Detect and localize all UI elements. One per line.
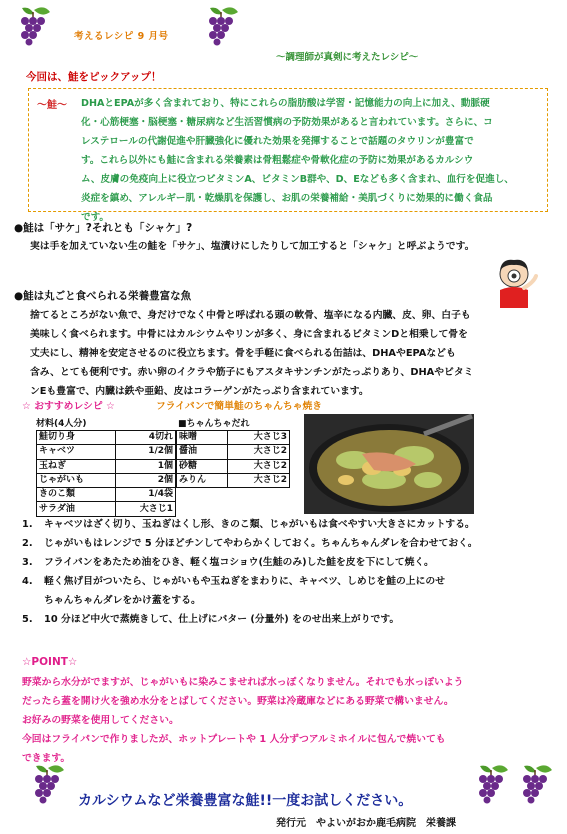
ingredient-qty: 2個	[115, 473, 175, 487]
ingredient-name: 鮭切り身	[37, 431, 116, 445]
step-text: フライパンをあたため油をひき、軽く塩コショウ(生鮭のみ)した鮭を皮を下にして焼く。	[44, 557, 434, 568]
text-line: 含み、とても便利です。赤い卵のイクラや筋子にもアスタキサンチンがたっぷりあり、DHAやビタミ	[30, 367, 474, 378]
step-text-continued: ちゃんちゃんダレをかけ蓋をする。	[44, 595, 201, 606]
step-number: 4.	[22, 576, 33, 587]
ingredient-name: じゃがいも	[37, 473, 116, 487]
text-line: 丈夫にし、精神を安定させるのに役立ちます。骨を手軽に食べられる缶詰は、DHAやEPAなども	[30, 348, 456, 359]
step-text: キャベツはざく切り、玉ねぎはくし形、きのこ類、じゃがいもは食べやすい大きさにカットする。	[44, 519, 475, 530]
info-line: 炎症を鎮め、アレルギー肌・乾燥肌を保護し、お肌の栄養補給・美肌づくりに効果的に働く食品	[81, 193, 493, 204]
recipe-label: ☆ おすすめレシピ ☆	[22, 401, 115, 412]
point-line: だったら蓋を開け火を強め水分をとばしてください。野菜は冷蔵庫などにある野菜で構いません。	[22, 696, 454, 707]
chef-mascot-icon	[488, 256, 540, 312]
point-line: 野菜から水分がでますが、じゃがいもに染みこませれば水っぽくなりません。それでも水っぽいよう	[22, 677, 464, 688]
sauce-name: 醤油	[177, 445, 228, 459]
ingredient-name: キャベツ	[37, 445, 116, 459]
section-text-sake-shake: 実は手を加えていない生の鮭を「サケ」、塩漬けにしたりして加工すると「シャケ」と呼ぶようです。	[30, 241, 475, 252]
step-number: 2.	[22, 538, 33, 549]
salmon-info-box	[28, 88, 548, 223]
pickup-heading: 今回は、鮭をピックアップ！	[26, 71, 162, 83]
recipe-step	[22, 610, 552, 629]
point-line: 今回はフライパンで作りましたが、ホットプレートや 1 人分ずつアルミホイルに包んで焼いても	[22, 734, 446, 745]
table-row	[37, 445, 176, 459]
ingredient-qty: 大さじ1	[115, 502, 175, 516]
recipe-step	[22, 572, 552, 610]
recipe-step	[22, 515, 552, 534]
info-line: 化・心筋梗塞・脳梗塞・糖尿病など生活習慣病の予防効果があると言われています。さらに、コ	[81, 117, 493, 128]
table-row	[177, 431, 290, 445]
info-line: レステロールの代謝促進や肝臓強化に優れた効果を発揮することで話題のタウリンが豊富で	[81, 136, 474, 147]
step-number: 5.	[22, 614, 33, 625]
table-row	[177, 459, 290, 473]
publisher-footer: 発行元 やよいがおか鹿毛病院 栄養課	[276, 818, 456, 829]
table-row	[37, 488, 176, 502]
sauce-qty: 大さじ2	[228, 473, 290, 487]
ingredient-name: きのこ類	[37, 488, 116, 502]
point-line: できます。	[22, 753, 71, 764]
step-number: 3.	[22, 557, 33, 568]
step-text: 10 分ほど中火で蒸焼きして、仕上げにバター (分量外) をのせ出来上がりです。	[44, 614, 400, 625]
ingredient-name: 玉ねぎ	[37, 459, 116, 473]
table-row	[37, 473, 176, 487]
grape-icon	[466, 762, 516, 806]
step-text: 軽く焦げ目がついたら、じゃがいもや玉ねぎをまわりに、キャベツ、しめじを鮭の上にのせ	[44, 576, 445, 587]
info-label: ～鮭～	[37, 100, 67, 111]
sauce-table	[176, 430, 290, 488]
table-row	[177, 445, 290, 459]
recipe-steps	[22, 515, 552, 629]
recipe-step	[22, 534, 552, 553]
table-row	[177, 473, 290, 487]
info-line: です。	[81, 212, 110, 223]
grape-icon	[22, 762, 72, 806]
sauce-name: 味噌	[177, 431, 228, 445]
sauce-name: 砂糖	[177, 459, 228, 473]
dish-photo	[304, 414, 474, 514]
ingredient-qty: 4切れ	[115, 431, 175, 445]
ingredient-qty: 1/4袋	[115, 488, 175, 502]
point-heading: ☆POINT☆	[22, 656, 78, 668]
ingredients-table	[36, 430, 176, 517]
newsletter-subtitle: ～調理師が真剣に考えたレシピ～	[276, 52, 419, 63]
section-text-whole-fish	[30, 306, 560, 401]
info-line: DHAとEPAが多く含まれており、特にこれらの脂肪酸は学習・記憶能力の向上に加え、動脈硬	[81, 98, 490, 109]
table-row	[37, 459, 176, 473]
closing-message: カルシウムなど栄養豊富な鮭!!一度お試しください。	[78, 793, 413, 809]
info-line: す。これら以外にも鮭に含まれる栄養素は骨粗鬆症や骨軟化症の予防に効果があるカルシウ	[81, 155, 474, 166]
sauce-qty: 大さじ2	[228, 459, 290, 473]
sauce-name: みりん	[177, 473, 228, 487]
ingredient-qty: 1/2個	[115, 445, 175, 459]
newsletter-title: 考えるレシピ 9 月号	[74, 31, 169, 42]
info-line: ム、皮膚の免疫向上に役立つビタミンA、ビタミンB群や、D、Eなども多く含まれ、血行を促進し、	[81, 174, 514, 185]
section-heading-whole-fish: ●鮭は丸ごと食べられる栄養豊富な魚	[14, 290, 192, 302]
info-text	[81, 94, 539, 227]
text-line: ンEも豊富で、内臓は鉄や亜鉛、皮はコラーゲンがたっぷり含まれています。	[30, 386, 369, 397]
text-line: 捨てるところがない魚で、身だけでなく中骨と呼ばれる頭の軟骨、塩辛になる内臓、皮、卵、白子も	[30, 310, 471, 321]
recipe-title: フライパンで簡単鮭のちゃんちゃ焼き	[156, 401, 323, 412]
ingredient-name: サラダ油	[37, 502, 116, 516]
ingredient-qty: 1個	[115, 459, 175, 473]
grape-icon	[510, 762, 560, 806]
section-heading-sake-shake: ●鮭は「サケ」?それとも「シャケ」?	[14, 222, 193, 234]
sauce-qty: 大さじ3	[228, 431, 290, 445]
ingredients-title: 材料(4人分)	[36, 419, 87, 429]
sauce-qty: 大さじ2	[228, 445, 290, 459]
table-row	[37, 431, 176, 445]
sauce-title: ■ちゃんちゃだれ	[178, 419, 250, 429]
grape-icon	[196, 4, 246, 48]
recipe-step	[22, 553, 552, 572]
step-number: 1.	[22, 519, 33, 530]
text-line: 美味しく食べられます。中骨にはカルシウムやリンが多く、身に含まれるビタミンDと相乗して骨を	[30, 329, 468, 340]
point-line: お好みの野菜を使用してください。	[22, 715, 179, 726]
grape-icon	[8, 4, 58, 48]
point-text	[22, 673, 552, 768]
step-text: じゃがいもはレンジで 5 分ほどチンしてやわらかくしておく。ちゃんちゃんダレを合わせておく。	[44, 538, 478, 549]
